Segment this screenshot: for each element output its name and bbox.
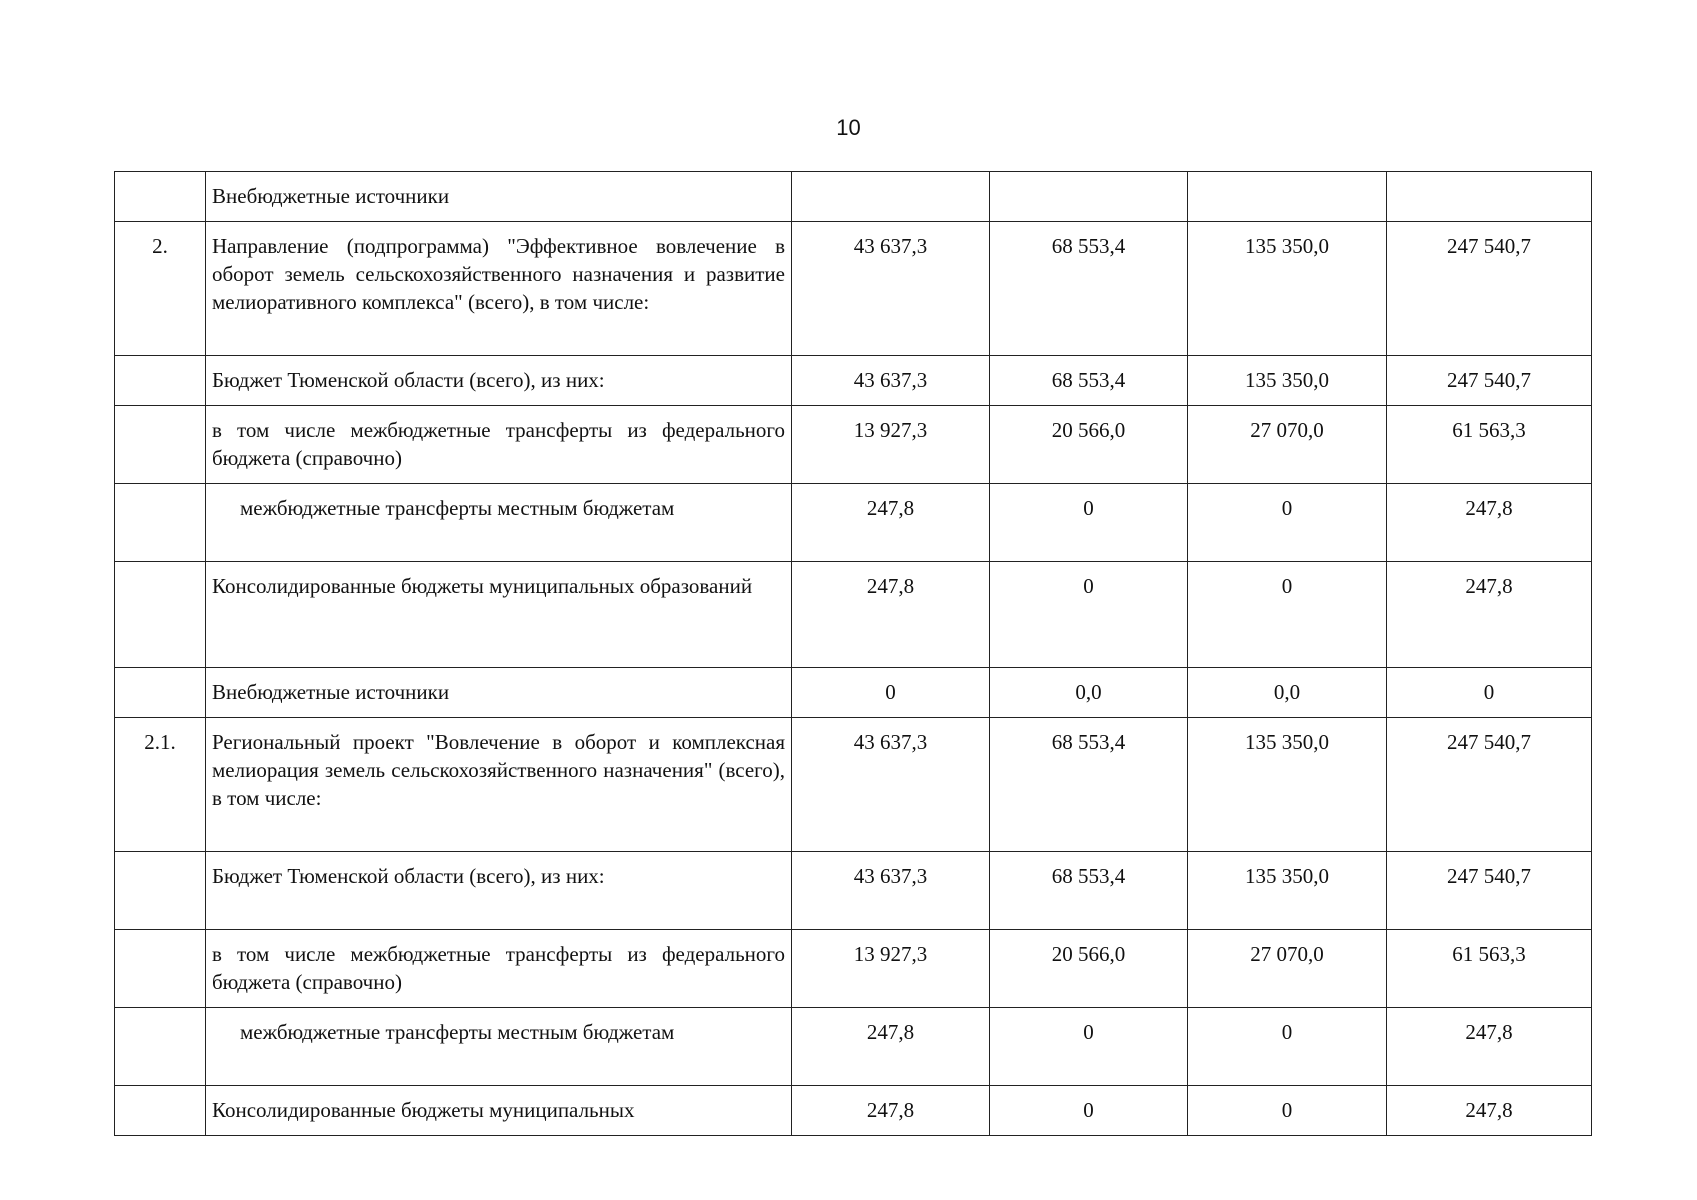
- value-cell: 135 350,0: [1188, 222, 1387, 356]
- row-name: Консолидированные бюджеты муниципальных: [206, 1086, 792, 1136]
- value-cell: 68 553,4: [990, 222, 1188, 356]
- row-number: [115, 930, 206, 1008]
- table-row: [115, 172, 1592, 222]
- value-cell: 43 637,3: [792, 852, 990, 930]
- row-number: [115, 1086, 206, 1136]
- value-cell: 27 070,0: [1188, 930, 1387, 1008]
- row-number: [115, 852, 206, 930]
- value-cell: 247 540,7: [1387, 718, 1592, 852]
- row-name: Региональный проект "Вовлечение в оборот и комплексная мелиорация земель сельскохозяйственного назначения" (всего), в том числе:: [206, 718, 792, 852]
- value-cell: 247,8: [792, 562, 990, 668]
- value-cell: 247,8: [1387, 562, 1592, 668]
- value-cell: 247,8: [1387, 1086, 1592, 1136]
- value-cell: 0: [1188, 562, 1387, 668]
- row-name: в том числе межбюджетные трансферты из федерального бюджета (справочно): [206, 930, 792, 1008]
- row-number: [115, 484, 206, 562]
- value-cell: [1387, 172, 1592, 222]
- value-cell: 247 540,7: [1387, 356, 1592, 406]
- value-cell: 61 563,3: [1387, 406, 1592, 484]
- value-cell: 0: [1188, 1086, 1387, 1136]
- table-row: [115, 1086, 1592, 1136]
- value-cell: 0: [1387, 668, 1592, 718]
- row-number: 2.: [115, 222, 206, 356]
- row-name: Внебюджетные источники: [206, 668, 792, 718]
- value-cell: 68 553,4: [990, 852, 1188, 930]
- value-cell: 0: [1188, 484, 1387, 562]
- row-name: Консолидированные бюджеты муниципальных образований: [206, 562, 792, 668]
- value-cell: 0,0: [990, 668, 1188, 718]
- value-cell: 247,8: [792, 1008, 990, 1086]
- value-cell: 13 927,3: [792, 930, 990, 1008]
- table-row: [115, 1008, 1592, 1086]
- table-row: [115, 222, 1592, 356]
- value-cell: 247,8: [792, 484, 990, 562]
- page-number: 10: [836, 115, 861, 140]
- value-cell: 20 566,0: [990, 930, 1188, 1008]
- value-cell: 0: [1188, 1008, 1387, 1086]
- value-cell: 135 350,0: [1188, 852, 1387, 930]
- row-name: межбюджетные трансферты местным бюджетам: [206, 484, 792, 562]
- table-row: [115, 562, 1592, 668]
- value-cell: 135 350,0: [1188, 718, 1387, 852]
- row-number: [115, 356, 206, 406]
- value-cell: 0: [792, 668, 990, 718]
- value-cell: [990, 172, 1188, 222]
- table-row: [115, 668, 1592, 718]
- value-cell: 0,0: [1188, 668, 1387, 718]
- value-cell: 247 540,7: [1387, 222, 1592, 356]
- table-row: [115, 718, 1592, 852]
- value-cell: 135 350,0: [1188, 356, 1387, 406]
- table-row: [115, 852, 1592, 930]
- table-row: [115, 406, 1592, 484]
- row-name: Внебюджетные источники: [206, 172, 792, 222]
- row-number: [115, 562, 206, 668]
- value-cell: 27 070,0: [1188, 406, 1387, 484]
- value-cell: 247,8: [1387, 1008, 1592, 1086]
- row-number: [115, 668, 206, 718]
- value-cell: 247,8: [792, 1086, 990, 1136]
- budget-table: [114, 171, 1592, 1136]
- value-cell: 247 540,7: [1387, 852, 1592, 930]
- value-cell: 247,8: [1387, 484, 1592, 562]
- value-cell: 68 553,4: [990, 718, 1188, 852]
- row-name: в том числе межбюджетные трансферты из федерального бюджета (справочно): [206, 406, 792, 484]
- value-cell: 20 566,0: [990, 406, 1188, 484]
- value-cell: 68 553,4: [990, 356, 1188, 406]
- row-number: [115, 172, 206, 222]
- row-name: межбюджетные трансферты местным бюджетам: [206, 1008, 792, 1086]
- row-number: [115, 406, 206, 484]
- value-cell: 0: [990, 1008, 1188, 1086]
- table-row: [115, 930, 1592, 1008]
- value-cell: 0: [990, 562, 1188, 668]
- value-cell: 43 637,3: [792, 222, 990, 356]
- row-number: [115, 1008, 206, 1086]
- row-name: Бюджет Тюменской области (всего), из них:: [206, 356, 792, 406]
- row-number: 2.1.: [115, 718, 206, 852]
- value-cell: 43 637,3: [792, 356, 990, 406]
- value-cell: 0: [990, 484, 1188, 562]
- value-cell: 43 637,3: [792, 718, 990, 852]
- value-cell: 0: [990, 1086, 1188, 1136]
- row-name: Направление (подпрограмма) "Эффективное вовлечение в оборот земель сельскохозяйственного назначения и развитие мелиоративного комплекса" (всего), в том числе:: [206, 222, 792, 356]
- value-cell: [792, 172, 990, 222]
- value-cell: 13 927,3: [792, 406, 990, 484]
- table-row: [115, 484, 1592, 562]
- row-name: Бюджет Тюменской области (всего), из них:: [206, 852, 792, 930]
- value-cell: [1188, 172, 1387, 222]
- value-cell: 61 563,3: [1387, 930, 1592, 1008]
- table-row: [115, 356, 1592, 406]
